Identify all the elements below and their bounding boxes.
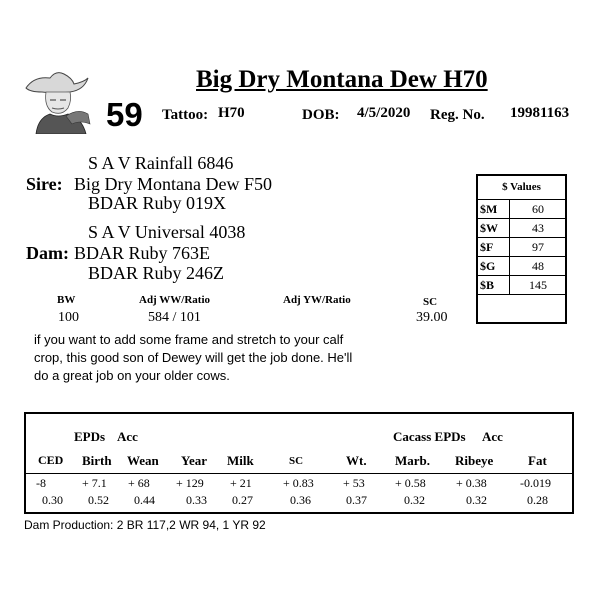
comment-line: do a great job on your older cows.: [34, 368, 230, 383]
dollar-value-row: [477, 276, 567, 295]
epds-label: EPDs: [74, 429, 106, 444]
epd-accuracy: 0.32: [404, 493, 425, 507]
dollar-value-row: [477, 257, 567, 276]
dollar-value-number: 48: [510, 257, 567, 276]
epd-value: + 0.58: [395, 476, 426, 490]
dollar-value-label: $G: [477, 257, 510, 276]
comment-line: if you want to add some frame and stretch to your calf: [34, 332, 344, 347]
reg-label: Reg. No.: [430, 107, 485, 123]
cowboy-portrait-image: [22, 68, 92, 134]
carcass-acc-label: Acc: [482, 429, 503, 444]
epd-accuracy: 0.37: [346, 493, 367, 507]
epd-value: + 21: [230, 476, 252, 490]
epd-accuracy: 0.30: [42, 493, 63, 507]
sc-value: 39.00: [416, 310, 448, 325]
dollar-value-number: 145: [510, 276, 567, 295]
dam-label: Dam:: [26, 243, 69, 263]
dollar-values-table: [476, 174, 567, 295]
dob-label: DOB:: [302, 107, 340, 123]
dam-production: Dam Production: 2 BR 117,2 WR 94, 1 YR 92: [24, 518, 266, 532]
epd-accuracy: 0.32: [466, 493, 487, 507]
epd-accuracy: 0.27: [232, 493, 253, 507]
dollar-value-label: $W: [477, 219, 510, 238]
epd-col-header: Wean: [127, 453, 159, 468]
dollar-values-title: $ Values: [477, 175, 567, 200]
epd-col-header: Marb.: [395, 453, 431, 468]
dollar-value-number: 60: [510, 200, 567, 219]
sc-label: SC: [423, 296, 438, 308]
yw-label: Adj YW/Ratio: [283, 294, 351, 306]
epd-col-header: SC: [289, 455, 304, 467]
sire-dam: BDAR Ruby 019X: [88, 193, 227, 213]
dollar-value-row: [477, 238, 567, 257]
epd-value: + 7.1: [82, 476, 107, 490]
sire-sire: S A V Rainfall 6846: [88, 153, 234, 173]
dollar-value-label: $B: [477, 276, 510, 295]
epd-value: -8: [36, 476, 46, 490]
dollar-value-number: 43: [510, 219, 567, 238]
dam-sire: S A V Universal 4038: [88, 222, 246, 242]
epd-value: + 68: [128, 476, 150, 490]
sire-name: Big Dry Montana Dew F50: [74, 174, 272, 194]
epd-col-header: Fat: [528, 453, 547, 468]
epd-accuracy: 0.44: [134, 493, 155, 507]
epd-col-header: CED: [38, 453, 64, 467]
dam-dam: BDAR Ruby 246Z: [88, 263, 225, 283]
ww-label: Adj WW/Ratio: [139, 294, 210, 306]
epds-acc-label: Acc: [117, 429, 138, 444]
dollar-value-label: $F: [477, 238, 510, 257]
tattoo-value: H70: [218, 105, 245, 121]
dollar-value-row: [477, 219, 567, 238]
epd-accuracy: 0.28: [527, 493, 548, 507]
ww-value: 584 / 101: [148, 310, 201, 325]
epd-value: + 0.38: [456, 476, 487, 490]
epd-col-header: Wt.: [346, 453, 367, 468]
epd-col-header: Year: [181, 453, 207, 468]
bw-label: BW: [57, 294, 76, 306]
epd-value: -0.019: [520, 476, 551, 490]
epd-col-header: Ribeye: [455, 453, 494, 468]
dob-value: 4/5/2020: [357, 105, 411, 121]
dollar-value-number: 97: [510, 238, 567, 257]
comment-line: crop, this good son of Dewey will get the job done. He'll: [34, 350, 353, 365]
epd-value: + 129: [176, 476, 204, 490]
epd-divider: [24, 473, 574, 474]
epd-col-header: Milk: [227, 453, 254, 468]
dollar-value-label: $M: [477, 200, 510, 219]
epd-accuracy: 0.36: [290, 493, 311, 507]
epd-accuracy: 0.33: [186, 493, 207, 507]
lot-number: 59: [106, 96, 143, 133]
reg-value: 19981163: [510, 105, 570, 121]
dam-name: BDAR Ruby 763E: [74, 243, 211, 263]
carcass-epds-label: Cacass EPDs: [393, 429, 466, 444]
bw-value: 100: [58, 310, 79, 325]
page-title: Big Dry Montana Dew H70: [196, 66, 488, 93]
epd-value: + 0.83: [283, 476, 314, 490]
dollar-value-row: [477, 200, 567, 219]
epd-col-header: Birth: [82, 453, 112, 468]
epd-value: + 53: [343, 476, 365, 490]
tattoo-label: Tattoo:: [162, 107, 209, 123]
sire-label: Sire:: [26, 174, 63, 194]
epd-accuracy: 0.52: [88, 493, 109, 507]
